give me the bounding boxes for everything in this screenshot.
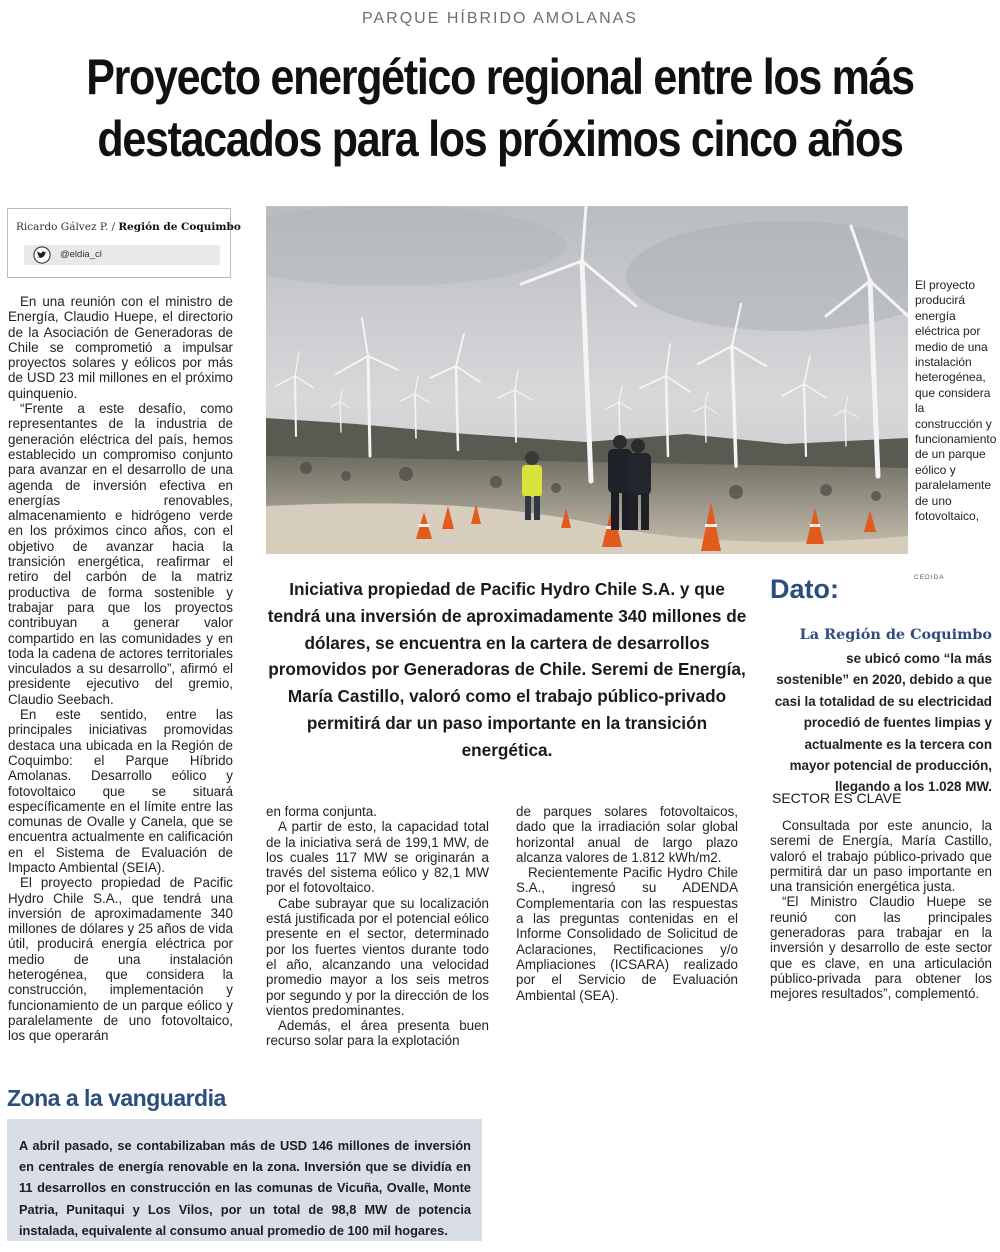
dato-title: Dato: [770,574,839,604]
twitter-handle: @eldia_cl [60,249,102,260]
paragraph: Consultada por este anuncio, la seremi de Energía, María Castillo, valoró el trabajo público-privado que permitirá dar un paso importante en una transición energética justa. [770,818,992,895]
headline-line-1: Proyecto energético regional entre los más [86,49,914,105]
twitter-icon [33,246,51,264]
article-column-2 [266,804,489,1049]
byline-author: Ricardo Gálvez P. / [16,221,115,233]
dato-text: se ubicó como “la más sostenible” en 2020, debido a que casi la totalidad de su electricidad procedió de fuentes limpias y actualmente es la tercera con mayor potencial de producción, llegando a los 1.028 MW. [774,651,992,795]
paragraph: “El Ministro Claudio Huepe se reunió con las principales generadoras para trabajar en la inversión y desarrollo de este sector que es clave, en una articulación público-privada para obtener los mejores resultados”, complementó. [770,894,992,1002]
sector-title: SECTOR ES CLAVE [772,790,902,806]
paragraph: Cabe subrayar que su localización está justificada por el potencial eólico presente en el sector, determinado por los fuertes vientos durante todo el año, alcanzando una velocidad promedio mayor a los seis metros por segundo y por la dirección de los vientos predominantes. [266,895,489,1018]
paragraph: El proyecto propiedad de Pacific Hydro Chile S.A., que tendrá una inversión de aproximadamente 340 millones de dólares y 25 años de vida útil, producirá energía eléctrica por medio de una instalación heterogénea, que considera la construcción, implementación y funcionamiento de un parque eólico y paralelamente de uno fotovoltaico, los que operarán [8,875,233,1044]
zona-text: A abril pasado, se contabilizaban más de USD 146 millones de inversión en centrales de energía renovable en la zona. Inversión que se dividía en 11 desarrollos en construcción en las comunas de Vicuña, Ovalle, Monte Patria, Punitaqui y Los Vilos, por un total de 98,8 MW de potencia instalada, equivalente al consumo anual promedio de 100 mil hogares. [19,1138,471,1238]
paragraph: A partir de esto, la capacidad total de la iniciativa será de 199,1 MW, de los cuales 117 MW se originarán a través del sistema eólico y 82,1 MW por el fotovoltaico. [266,819,489,896]
zona-box [7,1119,482,1241]
zona-title: Zona a la vanguardia [7,1085,226,1111]
article-column-1 [8,294,233,1044]
paragraph: En este sentido, entre las principales iniciativas promovidas destaca una ubicada en la Región de Coquimbo: el Parque Híbrido Amolanas. Desarrollo eólico y fotovoltaico que se situará específicamente en el límite entre las comunas de Ovalle y Canela, que se encuentra actualmente en calificación en el Sistema de Evaluación de Impacto Ambiental (SEIA). [8,707,233,875]
photo-credit: CEDIDA [914,574,945,581]
article-column-3 [516,804,738,1003]
headline [79,46,922,170]
wind-farm-photo [266,206,908,554]
paragraph: Recientemente Pacific Hydro Chile S.A., ingresó su ADENDA Complementaria con las respuestas a las preguntas contenidas en el Informe Consolidado de Solicitud de Aclaraciones, Rectificaciones y/o Ampliaciones (ICSARA) realizado por el Servicio de Evaluación Ambiental (SEA). [516,865,738,1003]
byline-box [7,208,241,278]
wind-farm-illustration [266,206,908,554]
twitter-link[interactable] [24,245,220,265]
dato-subtitle: La Región de Coquimbo [799,626,992,643]
paragraph: Además, el área presenta buen recurso solar para la explotación [266,1018,489,1049]
byline-section: Región de Coquimbo [118,221,241,233]
headline-line-2: destacados para los próximos cinco años [97,111,903,167]
sector-column [770,818,992,1002]
paragraph: En una reunión con el ministro de Energía, Claudio Huepe, el directorio de la Asociación de Generadoras de Chile se comprometió a impulsar proyectos solares y eólicos por más de USD 23 mil millones en el próximo quinquenio. [8,294,233,401]
paragraph: “Frente a este desafío, como representantes de la industria de generación eléctrica del país, hemos establecido un compromiso conjunto para avanzar en el desarrollo de una agenda de inversión efectiva en energías renovables, almacenamiento e hidrógeno verde en los próximos cinco años, con el objetivo de avanzar hacia la transición energética, reafirmar el retiro del carbón de la matriz productiva de forma sostenible y trabajar para que los proyectos contribuyan a generar valor compartido en las comunidades y en toda la cadena de actores territoriales vinculados a su desarrollo”, afirmó el presidente ejecutivo del gremio, Claudio Seebach. [8,401,233,707]
paragraph: de parques solares fotovoltaicos, dado que la irradiación solar global horizontal anual de largo plazo alcanza valores de 1.812 kWh/m2. [516,804,738,865]
paragraph: en forma conjunta. [266,804,377,819]
byline [16,221,241,233]
kicker: PARQUE HÍBRIDO AMOLANAS [362,10,638,27]
photo-caption: El proyecto producirá energía eléctrica por medio de una instalación heterogénea, que considera la construcción y funcionamiento de un parque eólico y paralelamente de uno fotovoltaico, [915,278,997,524]
lead-paragraph: Iniciativa propiedad de Pacific Hydro Chile S.A. y que tendrá una inversión de aproximadamente 340 millones de dólares, se encuentra en la cartera de desarrollos promovidos por Generadoras de Chile. Seremi de Energía, María Castillo, valoró como el trabajo público-privado permitirá dar un paso importante en la transición energética. [267,579,747,760]
